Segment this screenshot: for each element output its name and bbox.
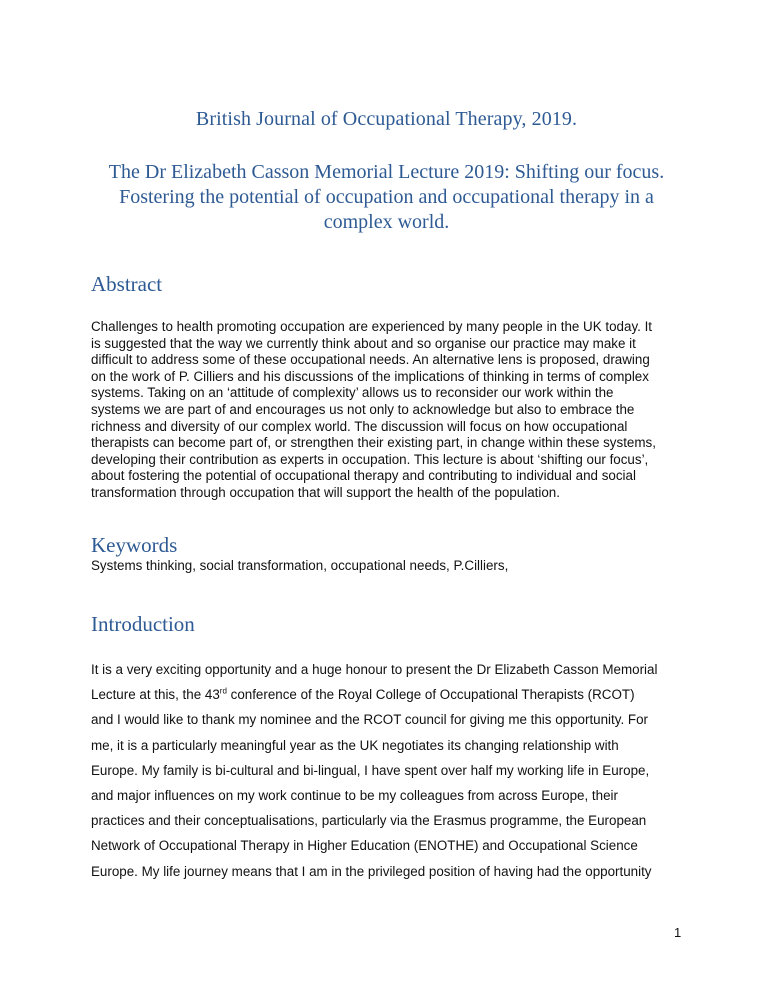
abstract-line: transformation through occupation that will support the health of the population. xyxy=(91,484,560,500)
intro-line xyxy=(91,682,691,707)
title-line: The Dr Elizabeth Casson Memorial Lecture 2019: Shifting our focus. xyxy=(108,161,665,183)
page-number: 1 xyxy=(674,925,682,940)
intro-line: Network of Occupational Therapy in Higher Education (ENOTHE) and Occupational Science xyxy=(91,838,638,854)
ordinal-suffix: rd xyxy=(219,686,227,696)
introduction-heading: Introduction xyxy=(91,612,195,636)
abstract-line: about fostering the potential of occupational therapy and contributing to individual and social xyxy=(91,468,636,484)
abstract-line: difficult to address some of these occupational needs. An alternative lens is proposed, drawing xyxy=(91,352,650,368)
title-line: Fostering the potential of occupation and occupational therapy in a xyxy=(119,186,654,208)
keywords-heading: Keywords xyxy=(91,533,178,557)
intro-line: me, it is a particularly meaningful year as the UK negotiates its changing relationship with xyxy=(91,737,619,753)
intro-line: It is a very exciting opportunity and a huge honour to present the Dr Elizabeth Casson Memorial xyxy=(91,662,658,677)
introduction-paragraph xyxy=(91,657,691,884)
title-line: complex world. xyxy=(323,211,450,233)
intro-line: and I would like to thank my nominee and the RCOT council for giving me this opportunity. For xyxy=(91,712,648,728)
lecture-title xyxy=(80,160,693,235)
keywords-text: Systems thinking, social transformation, occupational needs, P.Cilliers, xyxy=(91,558,509,573)
intro-line: and major influences on my work continue to be my colleagues from across Europe, their xyxy=(91,788,618,804)
intro-line: Europe. My family is bi-cultural and bi-lingual, I have spent over half my working life in Europe, xyxy=(91,762,650,778)
abstract-line: Challenges to health promoting occupation are experienced by many people in the UK today. It xyxy=(91,319,653,334)
abstract-line: systems we are part of and encourages us not only to acknowledge but also to embrace the xyxy=(91,401,635,417)
abstract-line: richness and diversity of our complex world. The discussion will focus on how occupational xyxy=(91,418,628,434)
abstract-heading: Abstract xyxy=(91,272,163,296)
abstract-line: therapists can become part of, or strengthen their existing part, in change within these systems, xyxy=(91,435,656,451)
abstract-paragraph xyxy=(91,319,691,502)
intro-line: practices and their conceptualisations, particularly via the Erasmus programme, the European xyxy=(91,813,647,829)
intro-line-text: Lecture at this, the 43 xyxy=(91,687,220,703)
abstract-line: developing their contribution as experts in occupation. This lecture is about ‘shifting our focus’, xyxy=(91,451,649,467)
intro-line-text: conference of the Royal College of Occupational Therapists (RCOT) xyxy=(226,687,635,703)
abstract-line: systems. Taking on an ‘attitude of complexity’ allows us to reconsider our work within the xyxy=(91,385,614,401)
journal-citation: British Journal of Occupational Therapy, 2019. xyxy=(195,108,578,130)
abstract-line: on the work of P. Cilliers and his discussions of the implications of thinking in terms of complex xyxy=(91,368,649,384)
intro-line: Europe. My life journey means that I am in the privileged position of having had the opportunity xyxy=(91,863,652,879)
abstract-line: is suggested that the way we currently think about and so organise our practice may make it xyxy=(91,335,636,351)
